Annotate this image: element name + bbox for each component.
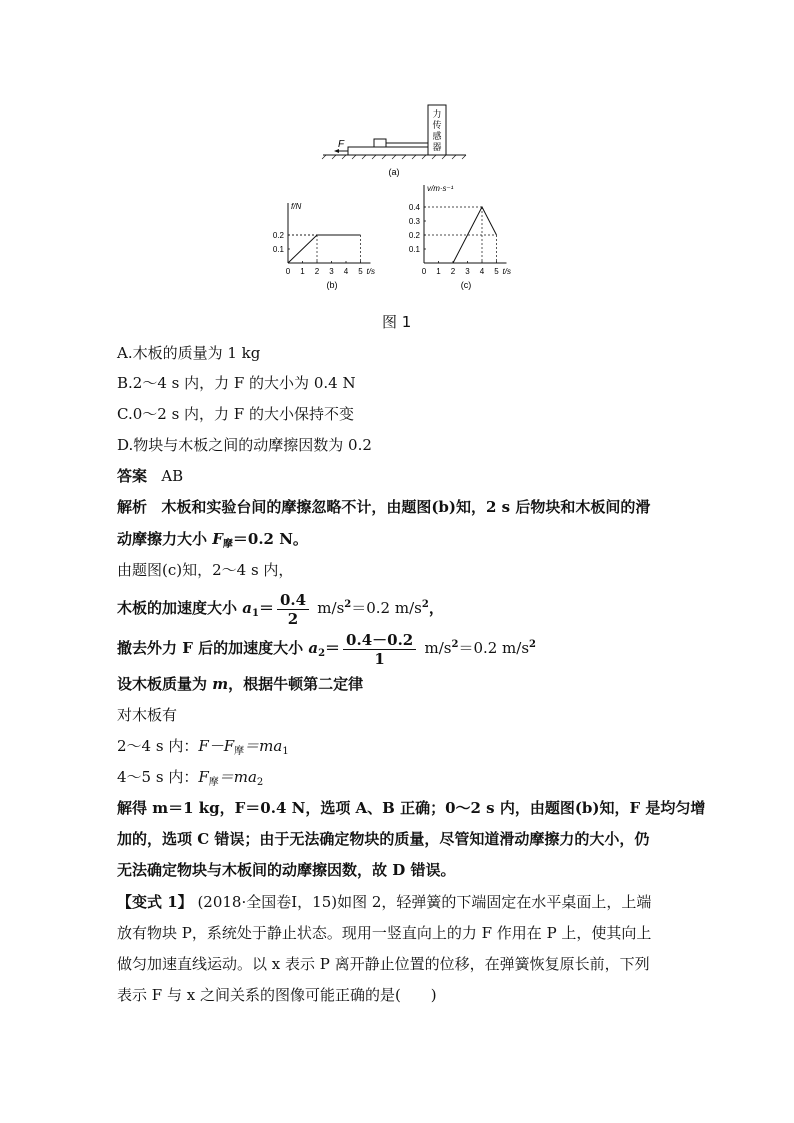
accel2-unit-sq: 2 [451, 639, 459, 650]
accel2-fraction [343, 631, 416, 668]
accel2-result-sq: 2 [529, 639, 537, 650]
accel2-result: ＝0.2 m/s [458, 639, 530, 657]
accel1-var: a [242, 599, 252, 617]
x-tick-label: 1 [300, 267, 305, 276]
variant-line-2: 放有物块 P，系统处于静止状态。现用一竖直向上的力 F 作用在 P 上，使其向上 [117, 924, 652, 942]
y-tick-label: 0.1 [272, 245, 284, 254]
eq2-range: 4～5 s 内： [117, 768, 199, 786]
sensor-char-2: 传 [432, 120, 442, 130]
sensor-char-4: 器 [432, 142, 442, 152]
x-axis-label: t/s [502, 267, 511, 276]
accel2-unit: m/s [424, 639, 452, 657]
figure-c-label: (c) [460, 280, 472, 290]
variant-tag: 【变式 1】 [117, 893, 193, 911]
sensor-char-1: 力 [432, 109, 442, 119]
force-label: F [338, 139, 345, 150]
variant-text-1: (2018·全国卷Ⅰ，15)如图 2，轻弹簧的下端固定在水平桌面上，上端 [192, 893, 652, 911]
figure-c-chart [400, 183, 530, 295]
accel1-unit-sq: 2 [344, 599, 352, 610]
y-axis-label: v/m·s⁻¹ [427, 184, 454, 193]
accel1-prefix: 木板的加速度大小 [117, 599, 243, 617]
eq2-lhs: F [198, 768, 209, 786]
analysis-line-7: 对木板有 [117, 706, 178, 724]
accel2-denominator: 1 [374, 649, 385, 668]
x-tick-label: 4 [479, 267, 485, 276]
analysis-line-12: 无法确定物块与木板间的动摩擦因数，故 D 错误。 [117, 861, 456, 879]
analysis-accel-1: 木板的加速度大小 $a_1=$ $\frac{0.4}{2}$ $m/s^2=0.2$ $m/s^2$， [117, 590, 444, 628]
variant-line-1 [117, 892, 651, 912]
x-tick-label: 5 [494, 267, 499, 276]
line6-a: 设木板质量为 [117, 675, 213, 693]
x-tick-label: 3 [465, 267, 470, 276]
accel1-eq: ＝ [258, 599, 274, 617]
equation-2 [117, 767, 263, 793]
option-b: B.2～4 s 内，力 F 的大小为 0.4 N [117, 374, 356, 392]
board [348, 147, 428, 155]
analysis-text-1: 木板和实验台间的摩擦忽略不计，由题图(b)知，2 s 后物块和木板间的滑 [161, 498, 651, 516]
analysis-label: 解析 [117, 498, 148, 516]
sensor-char-3: 感 [432, 131, 442, 141]
option-d: D.物块与木板之间的动摩擦因数为 0.2 [117, 436, 372, 454]
analysis-line-2 [117, 529, 308, 555]
analysis-text-2b: ＝0.2 N。 [232, 530, 308, 548]
x-axis-label: t/s [366, 267, 375, 276]
x-tick-label: 4 [343, 267, 349, 276]
y-tick-label: 0.3 [408, 217, 420, 226]
figure-b-label: (b) [326, 280, 338, 290]
eq1-rhs: ＝ma [244, 737, 283, 755]
accel1-fraction [277, 591, 309, 628]
analysis-line-1 [117, 497, 650, 517]
eq1-sub: 摩 [234, 746, 245, 757]
analysis-line-6 [117, 674, 363, 694]
figure-caption: 图 1 [382, 313, 412, 331]
eq2-sub: 摩 [208, 777, 219, 788]
analysis-text-2a: 动摩擦力大小 [117, 530, 213, 548]
eq2-rhs: ＝ma [218, 768, 257, 786]
answer-label: 答案 [117, 467, 148, 485]
analysis-accel-2 [117, 626, 536, 673]
figure-b-chart [272, 195, 390, 295]
eq2-rhs-sub: 2 [256, 777, 264, 788]
y-tick-label: 0.1 [408, 245, 420, 254]
accel1-numerator: 0.4 [277, 591, 309, 610]
accel2-eq: ＝ [325, 639, 341, 657]
x-tick-label: 2 [314, 267, 320, 276]
option-c: C.0～2 s 内，力 F 的大小保持不变 [117, 405, 354, 423]
analysis-line-3: 由题图(c)知，2～4 s 内， [117, 561, 294, 579]
line6-b: ，根据牛顿第二定律 [228, 675, 364, 693]
x-tick-label: 3 [329, 267, 334, 276]
y-tick-label: 0.4 [408, 203, 420, 212]
accel2-var: a [308, 639, 319, 657]
surface-hatching [322, 155, 466, 159]
accel2-numerator: 0.4－0.2 [343, 631, 416, 650]
block [374, 139, 386, 147]
x-tick-label: 1 [436, 267, 441, 276]
force-symbol: F [212, 530, 223, 548]
x-tick-label: 2 [450, 267, 456, 276]
answer-line [117, 466, 183, 486]
series-line [288, 235, 361, 263]
analysis-line-10: 解得 m＝1 kg，F＝0.4 N，选项 A、B 正确；0～2 s 内，由题图(b)知，F 是均匀增 [117, 799, 706, 817]
accel2-prefix: 撤去外力 F 后的加速度大小 [117, 639, 309, 657]
accel1-unit: m/s [317, 599, 345, 617]
variant-line-4: 表示 F 与 x 之间关系的图像可能正确的是( ) [117, 986, 437, 1004]
y-tick-label: 0.2 [408, 231, 420, 240]
friction-subscript: 摩 [222, 539, 233, 550]
accel1-result-sq: 2 [421, 599, 429, 610]
variant-line-3: 做匀加速直线运动。以 x 表示 P 离开静止位置的位移，在弹簧恢复原长前，下列 [117, 955, 650, 973]
figure-a-label: (a) [388, 167, 400, 177]
eq1-rhs-sub: 1 [282, 746, 289, 757]
x-tick-label: 0 [421, 267, 427, 276]
accel1-result: ＝0.2 m/s [351, 599, 422, 617]
analysis-line-11: 加的，选项 C 错误；由于无法确定物块的质量，尽管知道滑动摩擦力的大小，仍 [117, 830, 650, 848]
figure-a-apparatus [318, 100, 478, 180]
eq1-lhs: F－F [198, 737, 235, 755]
equation-1 [117, 736, 289, 762]
x-tick-label: 0 [285, 267, 291, 276]
accel1-sub: 1 [251, 608, 259, 619]
accel2-sub: 2 [318, 648, 326, 659]
eq1-range: 2～4 s 内： [117, 737, 199, 755]
y-tick-label: 0.2 [272, 231, 284, 240]
x-tick-label: 5 [358, 267, 363, 276]
y-axis-label: f/N [291, 202, 302, 211]
answer-value: AB [161, 467, 184, 485]
mass-symbol: m [212, 675, 229, 693]
option-a: A.木板的质量为 1 kg [117, 344, 261, 362]
accel1-denominator: 2 [287, 609, 299, 628]
